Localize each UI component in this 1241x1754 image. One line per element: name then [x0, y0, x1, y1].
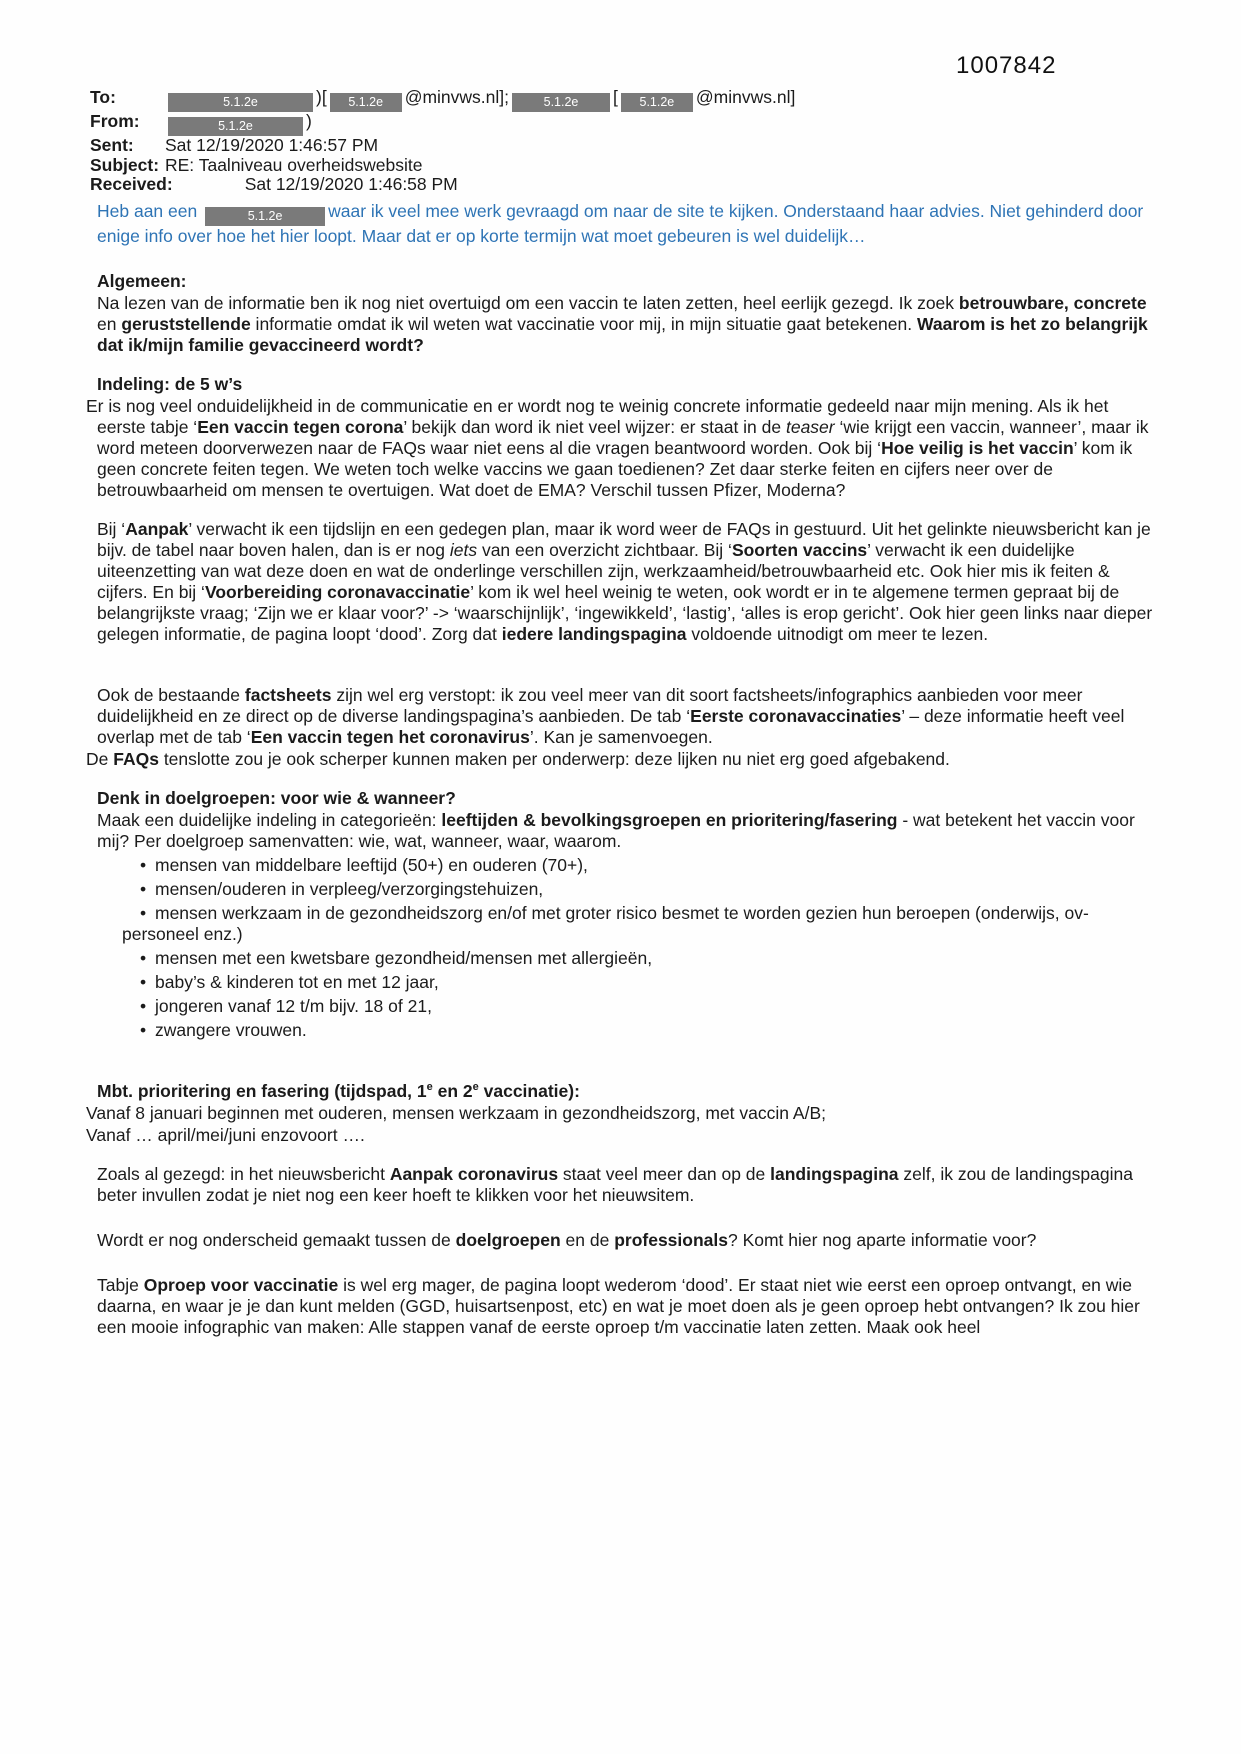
bullet-item	[122, 972, 1159, 993]
bold-text: e	[426, 1081, 433, 1094]
text-run: en	[97, 314, 122, 334]
paragraph	[86, 749, 1159, 770]
paragraph	[97, 685, 1159, 748]
bullet-item	[122, 879, 1159, 900]
section-heading	[97, 374, 1159, 395]
section-heading	[97, 1081, 1159, 1102]
bold-text: doelgroepen	[455, 1230, 561, 1250]
bold-text: Eerste coronavaccinaties	[690, 706, 902, 726]
text-run: Sat 12/19/2020 1:46:57 PM	[165, 135, 379, 155]
text-run: Vanaf 8 januari beginnen met ouderen, mensen werkzaam in gezondheidszorg, met vaccin A/B;	[86, 1103, 826, 1123]
bold-text: en 2	[432, 1081, 473, 1101]
text-run: Sat 12/19/2020 1:46:58 PM	[244, 174, 458, 194]
text-run: is wel erg mager, de pagina loopt wederom ‘dood’. Er staat niet wie eerst een oproep ontvangt, en wie daarna, en waar je je dan kunt melden (GGD, huisartsenpost, etc) en wat je moet doen als je geen oproep hebt ontvangen? Ik zou hier een mooie infographic van maken: Alle stappen vanaf de eerste oproep t/m vaccinatie laten zetten. Maak ook heel	[97, 1275, 1140, 1337]
bold-text: Hoe veilig is het vaccin	[881, 438, 1074, 458]
bullet-item	[122, 855, 1159, 876]
text-run: )	[306, 111, 312, 131]
header-field-value	[165, 88, 795, 112]
italic-text: teaser	[785, 417, 835, 437]
bold-text: Aanpak coronavirus	[389, 1164, 559, 1184]
bullet-glyph: •	[140, 879, 147, 899]
text-run: zwangere vrouwen.	[155, 1020, 307, 1040]
redaction-box: 5.1.2e	[168, 117, 303, 136]
header-field-label: Received:	[90, 174, 173, 194]
header-field-value	[165, 112, 312, 136]
header-row	[90, 88, 1191, 112]
bold-text: Oproep voor vaccinatie	[143, 1275, 339, 1295]
paragraph	[97, 810, 1159, 852]
redaction-box: 5.1.2e	[330, 93, 402, 112]
text-run: Er is nog veel onduidelijkheid in de communicatie en er wordt nog te weinig concrete informatie gedeeld naar mijn mening. Als ik het eerste tabje ‘	[86, 396, 1109, 437]
text-run: Ook de bestaande	[97, 685, 245, 705]
text-run: van een overzicht zichtbaar. Bij ‘	[477, 540, 732, 560]
text-run: voldoende uitnodigt om meer te lezen.	[686, 624, 989, 644]
header-field-label: From:	[90, 111, 140, 131]
paragraph	[97, 1230, 1159, 1251]
bold-text: Voorbereiding coronavaccinatie	[204, 582, 471, 602]
bullet-item	[122, 903, 1159, 945]
bold-text: iedere landingspagina	[501, 624, 687, 644]
paragraph	[86, 396, 1159, 501]
bold-text: Algemeen:	[97, 271, 187, 291]
text-run: zijn wel erg verstopt: ik zou veel meer van dit soort factsheets/infographics aanbieden voor meer duidelijkheid en ze direct op de diverse landingspagina’s aanbieden. De tab ‘	[97, 685, 1083, 726]
header-row	[90, 156, 1191, 176]
text-run: Wordt er nog onderscheid gemaakt tussen de	[97, 1230, 456, 1250]
text-run: )[	[316, 87, 327, 107]
text-run: mensen van middelbare leeftijd (50+) en ouderen (70+),	[155, 855, 588, 875]
email-header	[90, 88, 1191, 195]
bullet-glyph: •	[140, 903, 147, 923]
doc-number: 1007842	[956, 52, 1057, 79]
header-field-value	[165, 156, 422, 176]
paragraph	[97, 1275, 1159, 1338]
header-row	[90, 175, 1191, 195]
bold-text: landingspagina	[770, 1164, 899, 1184]
text-run: mensen met een kwetsbare gezondheid/mensen met allergieën,	[155, 948, 653, 968]
bold-text: Soorten vaccins	[731, 540, 868, 560]
bold-text: Waarom is het zo belangrijk dat ik/mijn familie gevaccineerd wordt?	[97, 314, 1148, 355]
text-run: Bij ‘	[97, 519, 126, 539]
text-run: @minvws.nl];	[404, 87, 510, 107]
text-run: ‘wie krijgt een vaccin, wanneer’, maar ik word meteen doorverwezen naar de FAQs waar niet eens al die vragen beantwoord worden. Ook bij ‘	[97, 417, 1149, 458]
section-heading	[97, 271, 1159, 292]
text-run: Maak een duidelijke indeling in categorieën:	[97, 810, 442, 830]
redaction-box: 5.1.2e	[512, 93, 610, 112]
bold-text: e	[472, 1081, 479, 1094]
bold-text: Mbt. prioritering en fasering (tijdspad, 1	[97, 1081, 427, 1101]
text-run: ’ kom ik wel heel weinig te weten, ook wordt er in te algemene termen gepraat bij de belangrijkste vraag; ‘Zijn we er klaar voor?’ -> ‘waarschijnlijk’, ‘ingewikkeld’, ‘lastig’, ‘alles is erop gericht’. Ook hier geen links naar dieper gelegen informatie, de pagina loopt ‘dood’. Zorg dat	[97, 582, 1153, 644]
text-run: [	[613, 87, 618, 107]
text-run: ? Komt hier nog aparte informatie voor?	[727, 1230, 1037, 1250]
header-row	[90, 112, 1191, 136]
bold-text: Indeling: de 5 w’s	[97, 374, 243, 394]
header-field-label: Subject:	[90, 154, 160, 175]
bullet-glyph: •	[140, 948, 147, 968]
bold-text: vaccinatie):	[478, 1081, 580, 1101]
header-field-value	[165, 136, 378, 156]
bullet-glyph: •	[140, 972, 147, 992]
paragraph	[86, 1103, 1159, 1124]
text-run: Heb aan een	[97, 201, 203, 221]
bold-text: Een vaccin tegen het coronavirus	[250, 727, 530, 747]
header-field-label: To:	[90, 87, 116, 107]
text-run: waar ik veel mee werk gevraagd om naar de site te kijken. Onderstaand haar advies. Niet gehinderd door enige info over hoe het hier loopt. Maar dat er op korte termijn wat moet gebeuren is wel duidelijk…	[97, 201, 1144, 246]
bullet-glyph: •	[140, 1020, 147, 1040]
text-run: informatie omdat ik wil weten wat vaccinatie voor mij, in mijn situatie gaat betekenen.	[250, 314, 917, 334]
bullet-glyph: •	[140, 996, 147, 1016]
bold-text: professionals	[614, 1230, 728, 1250]
text-run: mensen werkzaam in de gezondheidszorg en/of met groter risico besmet te worden gezien hun beroepen (onderwijs, ov-personeel enz.)	[122, 903, 1089, 944]
bullet-item	[122, 996, 1159, 1017]
text-run: baby’s & kinderen tot en met 12 jaar,	[155, 972, 439, 992]
text-run: RE: Taalniveau overheidswebsite	[165, 154, 423, 175]
text-run: tenslotte zou je ook scherper kunnen maken per onderwerp: deze lijken nu niet erg goed afgebakend.	[158, 749, 950, 769]
email-body	[86, 200, 1159, 1338]
bold-text: geruststellende	[121, 314, 251, 334]
paragraph	[97, 1164, 1159, 1206]
italic-text: iets	[449, 540, 478, 560]
bold-text: Aanpak	[125, 519, 189, 539]
redaction-box: 5.1.2e	[168, 93, 313, 112]
redaction-box: 5.1.2e	[621, 93, 693, 112]
bold-text: betrouwbare, concrete	[958, 293, 1147, 313]
text-run: De	[86, 749, 114, 769]
bold-text: factsheets	[244, 685, 332, 705]
text-run: ’ bekijk dan word ik niet veel wijzer: er staat in de	[403, 417, 786, 437]
bold-text: FAQs	[113, 749, 159, 769]
text-run: Na lezen van de informatie ben ik nog niet overtuigd om een vaccin te laten zetten, heel eerlijk gezegd. Ik zoek	[97, 293, 959, 313]
text-run: staat veel meer dan op de	[558, 1164, 771, 1184]
text-run: en de	[560, 1230, 615, 1250]
text-run: - wat betekent het vaccin voor mij? Per doelgroep samenvatten: wie, wat, wanneer, waar, waarom.	[97, 810, 1135, 851]
text-run: Tabje	[97, 1275, 144, 1295]
text-run: ’ verwacht ik een tijdslijn en een gedegen plan, maar ik word weer de FAQs in gestuurd. Uit het gelinkte nieuwsbericht kan je bijv. de tabel naar boven halen, dan is er nog	[97, 519, 1151, 560]
paragraph	[86, 1125, 1159, 1146]
text-run: ’ kom ik geen concrete feiten tegen. We weten toch welke vaccins we gaan toedienen? Zet daar sterke feiten en cijfers neer over de betrouwbaarheid om mensen te overtuigen. Wat doet de EMA? Verschil tussen Pfizer, Moderna?	[97, 438, 1133, 500]
text-run: Vanaf … april/mei/juni enzovoort ….	[86, 1125, 365, 1145]
header-field-label: Sent:	[90, 135, 134, 155]
redaction-box: 5.1.2e	[205, 207, 325, 226]
bullet-item	[122, 948, 1159, 969]
text-run: Zoals al gezegd: in het nieuwsbericht	[97, 1164, 390, 1184]
paragraph	[97, 519, 1159, 645]
text-run: @minvws.nl]	[695, 87, 796, 107]
bullet-glyph: •	[140, 855, 147, 875]
text-run: zelf, ik zou de landingspagina beter invullen zodat je niet nog een keer hoeft te klikken voor het nieuwsitem.	[97, 1164, 1133, 1205]
header-row	[90, 136, 1191, 156]
bullet-item	[122, 1020, 1159, 1041]
bold-text: Denk in doelgroepen: voor wie & wanneer?	[97, 788, 456, 808]
text-run: ’ verwacht ik een duidelijke uiteenzetting van wat deze doen en wat de onderlinge verschillen zijn, werkzaamheid/betrouwbaarheid etc. Ook hier mis ik feiten & cijfers. En bij ‘	[97, 540, 1110, 602]
text-run: jongeren vanaf 12 t/m bijv. 18 of 21,	[155, 996, 432, 1016]
bullet-list	[97, 855, 1159, 1041]
text-run: mensen/ouderen in verpleeg/verzorgingstehuizen,	[155, 879, 544, 899]
bold-text: leeftijden & bevolkingsgroepen en prioritering/fasering	[441, 810, 898, 830]
text-run: ’. Kan je samenvoegen.	[529, 727, 713, 747]
paragraph	[97, 201, 1159, 247]
paragraph	[97, 293, 1159, 356]
bold-text: Een vaccin tegen corona	[197, 417, 404, 437]
section-heading	[97, 788, 1159, 809]
header-field-value	[173, 175, 458, 195]
text-run: ’ – deze informatie heeft veel overlap met de tab ‘	[97, 706, 1125, 747]
